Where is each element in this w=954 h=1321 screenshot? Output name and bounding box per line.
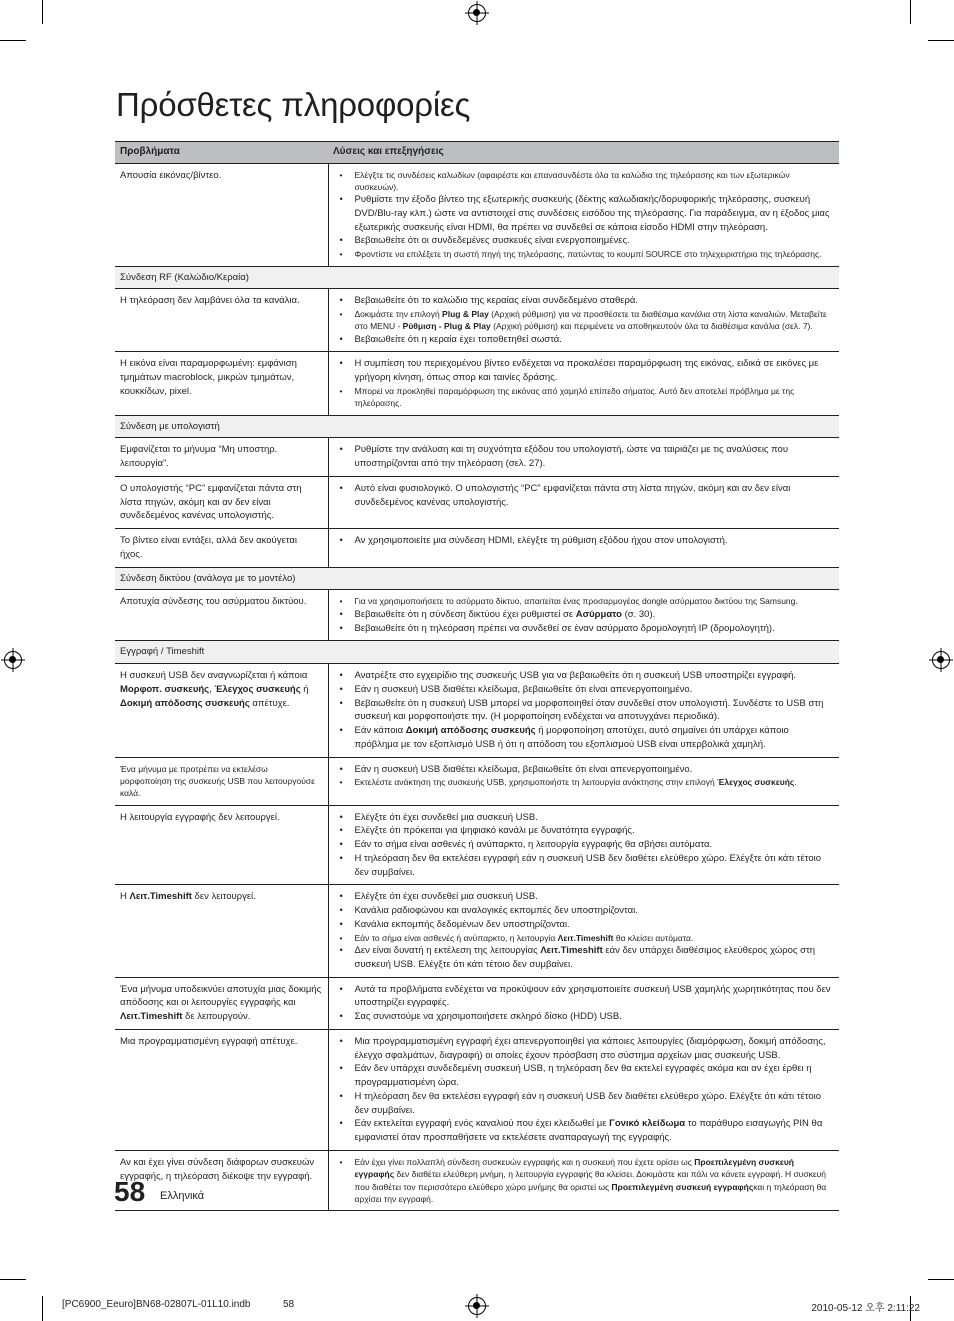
solution-list	[334, 669, 834, 752]
problem-cell: Το βίντεο είναι εντάξει, αλλά δεν ακούγεται ήχος.	[115, 529, 328, 568]
footer-page: 58	[283, 1299, 295, 1310]
solution-item: • Αυτό είναι φυσιολογικό. Ο υπολογιστής “PC” εμφανίζεται πάντα στη λίστα πηγών, ακόμη και αν δεν είναι συνδεδεμένος κανένας υπολογιστής.	[334, 482, 834, 510]
solution-item: • Φροντίστε να επιλέξετε τη σωστή πηγή της τηλεόρασης, πατώντας το κουμπί SOURCE στο τηλεχειριστήριο της τηλεόρασης.	[334, 248, 834, 260]
solution-list	[334, 763, 834, 789]
section-title: Σύνδεση δικτύου (ανάλογα με το μοντέλο)	[115, 567, 839, 590]
solution-item: • Βεβαιωθείτε ότι η κεραία έχει τοποθετηθεί σωστά.	[334, 333, 834, 347]
solution-item: • Για να χρησιμοποιήσετε το ασύρματο δίκτυο, απαιτείται ένας προσαρμογέας dongle ασύρματου δικτύου της Samsung.	[334, 595, 834, 607]
solution-list	[334, 482, 834, 510]
solution-item: • Εάν δεν υπάρχει συνδεδεμένη συσκευή USB, η τηλεόραση δεν θα εκτελεί εγγραφές ακόμα και αν έχει έρθει η προγραμματισμένη ώρα.	[334, 1062, 834, 1090]
solution-cell	[328, 1029, 839, 1150]
solution-item: • Ελέγξτε ότι πρόκειται για ψηφιακό κανάλι με δυνατότητα εγγραφής.	[334, 824, 834, 838]
solution-cell	[328, 805, 839, 885]
solution-item: • Ρυθμίστε την ανάλυση και τη συχνότητα εξόδου του υπολογιστή, ώστε να ταιριάζει με τις αναλύσεις που υποστηρίζονται από την τηλεόραση (σελ. 27).	[334, 443, 834, 471]
solution-list	[334, 534, 834, 548]
problem-cell: Αν και έχει γίνει σύνδεση διάφορων συσκευών εγγραφής, η τηλεόραση διέκοψε την εγγραφή.	[115, 1151, 328, 1211]
solution-list	[334, 443, 834, 471]
solution-cell	[328, 529, 839, 568]
solution-item: • Η συμπίεση του περιεχομένου βίντεο ενδέχεται να προκαλέσει παραμόρφωση της εικόνας, ειδικά σε εικόνες με γρήγορη κίνηση, όπως σπορ και ταινίες δράσης.	[334, 357, 834, 385]
solution-cell	[328, 476, 839, 528]
footer-datetime: 2010-05-12 오후 2:11:22	[811, 1303, 920, 1314]
solution-cell	[328, 1151, 839, 1211]
crop-mark	[910, 0, 911, 24]
registration-mark-icon	[468, 1297, 486, 1315]
solution-item: • Εάν έχει γίνει πολλαπλή σύνδεση συσκευών εγγραφής και η συσκευή που έχετε ορίσει ως Προεπιλεγμένη συσκευή εγγραφής δεν διαθέτει ελεύθερη μνήμη, η λειτουργία εγγραφής θα κλείσει. Δοκιμάστε και πάλι να κάνετε εγγραφή. Η συσκευή που διαθέτει τον περισσότερο ελεύθερο χώρο μνήμης θα οριστεί ως Προεπιλεγμένη συσκευή εγγραφήςκαι η τηλεόραση θα αρχίσει την εγγραφή.	[334, 1156, 834, 1205]
problem-cell: Αποτυχία σύνδεσης του ασύρματου δικτύου.	[115, 590, 328, 641]
table-row	[115, 590, 839, 641]
problem-cell: Μια προγραμματισμένη εγγραφή απέτυχε.	[115, 1029, 328, 1150]
solution-item: • Μια προγραμματισμένη εγγραφή έχει απενεργοποιηθεί για κάποιες λειτουργίες (διαμόρφωση, δοκιμή απόδοσης, έλεγχο σφαλμάτων, διαγραφή) οι οποίες έχουν πρόσβαση στο σύστημα αρχείων μιας συσκευής USB.	[334, 1035, 834, 1063]
table-row	[115, 1151, 839, 1211]
table-row	[115, 289, 839, 352]
solution-list	[334, 983, 834, 1024]
solution-cell	[328, 977, 839, 1029]
table-row	[115, 1029, 839, 1150]
solution-item: • Η τηλεόραση δεν θα εκτελέσει εγγραφή εάν η συσκευή USB δεν διαθέτει ελεύθερο χώρο. Ελέγξτε ότι κάτι τέτοιο δεν συμβαίνει.	[334, 1090, 834, 1118]
solution-list	[334, 595, 834, 635]
table-row	[115, 438, 839, 477]
solution-item: • Ελέγξτε τις συνδέσεις καλωδίων (αφαιρέστε και επανασυνδέστε όλα τα καλώδια της τηλεόρασης και των εξωτερικών συσκευών).	[334, 169, 834, 194]
solution-item: • Εάν εκτελείται εγγραφή ενός καναλιού που έχει κλειδωθεί με Γονικό κλείδωμα το παράθυρο εισαγωγής PIN θα εμφανιστεί όταν προσπαθήσετε να εκτελέσετε αναπαραγωγή της εγγραφής.	[334, 1117, 834, 1145]
solution-item: • Ανατρέξτε στο εγχειρίδιο της συσκευής USB για να βεβαιωθείτε ότι η συσκευή USB υποστηρίζει εγγραφή.	[334, 669, 834, 683]
solution-item: • Κανάλια εκπομπής δεδομένων δεν υποστηρίζονται.	[334, 918, 834, 932]
page-number: 58	[114, 1176, 146, 1207]
solution-item: • Η τηλεόραση δεν θα εκτελέσει εγγραφή εάν η συσκευή USB δεν διαθέτει ελεύθερο χώρο. Ελέγξτε ότι κάτι τέτοιο δεν συμβαίνει.	[334, 852, 834, 880]
section-title: Εγγραφή / Timeshift	[115, 641, 839, 664]
solution-item: • Βεβαιωθείτε ότι το καλώδιο της κεραίας είναι συνδεδεμένο σταθερά.	[334, 294, 834, 308]
crop-mark	[42, 0, 43, 24]
section-row	[115, 567, 839, 590]
crop-mark	[928, 40, 954, 41]
solution-cell	[328, 289, 839, 352]
solution-item: • Μπορεί να προκληθεί παραμόρφωση της εικόνας από χαμηλό επίπεδο σήματος. Αυτό δεν αποτελεί πρόβλημα με της τηλεόρασης.	[334, 385, 834, 410]
table-row	[115, 163, 839, 266]
table-row	[115, 352, 839, 415]
solution-list	[334, 294, 834, 346]
solution-item: • Βεβαιωθείτε ότι η συσκευή USB μπορεί να μορφοποιηθεί όταν συνδεθεί στον υπολογιστή. Συνδέστε το USB στη συσκευή και μορφοποιήστε την. (Η μορφοποίηση ενδέχεται να αποτυγχάνει περιοδικά).	[334, 697, 834, 725]
problem-cell: Ένα μήνυμα με προτρέπει να εκτελέσω μορφοποίηση της συσκευής USB που λειτουργούσε καλά.	[115, 757, 328, 805]
problem-cell: Ο υπολογιστής “PC” εμφανίζεται πάντα στη λίστα πηγών, ακόμη και αν δεν είναι συνδεδεμένος κανένας υπολογιστής.	[115, 476, 328, 528]
problem-cell: Ένα μήνυμα υποδεικνύει αποτυχία μιας δοκιμής απόδοσης και οι λειτουργίες εγγραφής και Λειτ.Timeshift δε λειτουργούν.	[115, 977, 328, 1029]
solution-item: • Εάν η συσκευή USB διαθέτει κλείδωμα, βεβαιωθείτε ότι είναι απενεργοποιημένο.	[334, 763, 834, 777]
table-row	[115, 757, 839, 805]
table-row	[115, 664, 839, 758]
registration-mark-icon	[468, 4, 486, 22]
solution-item: • Αν χρησιμοποιείτε μια σύνδεση HDMI, ελέγξτε τη ρύθμιση εξόδου ήχου στον υπολογιστή.	[334, 534, 834, 548]
solution-item: • Κανάλια ραδιοφώνου και αναλογικές εκπομπές δεν υποστηρίζονται.	[334, 904, 834, 918]
crop-mark	[0, 40, 26, 41]
solution-item: • Εάν κάποια Δοκιμή απόδοσης συσκευής ή μορφοποίηση αποτύχει, αυτό σημαίνει ότι υπάρχει κάποιο πρόβλημα με τον εξοπλισμό USB ή ότι η απόδοση του εξοπλισμού USB είναι υπερβολικά χαμηλή.	[334, 724, 834, 752]
crop-mark	[928, 1279, 954, 1280]
section-title: Σύνδεση με υπολογιστή	[115, 415, 839, 438]
section-title: Σύνδεση RF (Καλώδιο/Κεραία)	[115, 266, 839, 289]
table-row	[115, 977, 839, 1029]
solution-item: • Εάν το σήμα είναι ασθενές ή ανύπαρκτο, η λειτουργία εγγραφής θα σβήσει αυτόματα.	[334, 838, 834, 852]
problem-cell: Η συσκευή USB δεν αναγνωρίζεται ή κάποια Μορφοπ. συσκευής, Έλεγχος συσκευής ή Δοκιμή απόδοσης συσκευής απέτυχε.	[115, 664, 328, 758]
table-row	[115, 476, 839, 528]
solution-item: • Ελέγξτε ότι έχει συνδεθεί μια συσκευή USB.	[334, 890, 834, 904]
solution-item: • Ρυθμίστε την έξοδο βίντεο της εξωτερικής συσκευής (δέκτης καλωδιακής/δορυφορικής τηλεόρασης, συσκευή DVD/Blu-ray κλπ.) ώστε να αντιστοιχεί στις συνδέσεις εισόδου της τηλεόρασης. Για παράδειγμα, αν η έξοδος μιας εξωτερικής συσκευής είναι HDMI, θα πρέπει να συνδεθεί σε κάποια είσοδο HDMI στην τηλεόραση.	[334, 193, 834, 234]
problem-cell: Εμφανίζεται το μήνυμα “Μη υποστηρ. λειτουργία”.	[115, 438, 328, 477]
crop-mark	[42, 1296, 43, 1321]
solution-item: • Βεβαιωθείτε ότι οι συνδεδεμένες συσκευές είναι ενεργοποιημένες.	[334, 234, 834, 248]
solution-cell	[328, 163, 839, 266]
solution-cell	[328, 352, 839, 415]
problem-cell: Απουσία εικόνας/βίντεο.	[115, 163, 328, 266]
troubleshooting-table	[115, 141, 839, 1211]
solution-cell	[328, 438, 839, 477]
table-row	[115, 529, 839, 568]
problem-cell: Η τηλεόραση δεν λαμβάνει όλα τα κανάλια.	[115, 289, 328, 352]
problem-cell: Η λειτουργία εγγραφής δεν λειτουργεί.	[115, 805, 328, 885]
solution-item: • Εκτελέστε ανάκτηση της συσκευής USB, χρησιμοποιήστε τη λειτουργία ανάκτησης στην επιλογή Έλεγχος συσκευής.	[334, 776, 834, 788]
solution-item: • Βεβαιωθείτε ότι η τηλεόραση πρέπει να συνδεθεί σε έναν ασύρματο δρομολογητή IP (δρομολογητή).	[334, 622, 834, 636]
solution-list	[334, 357, 834, 409]
table-row	[115, 805, 839, 885]
solution-item: • Αυτά τα προβλήματα ενδέχεται να προκύψουν εάν χρησιμοποιείτε συσκευή USB χαμηλής χωρητικότητας που δεν υποστηρίζει εγγραφές.	[334, 983, 834, 1011]
footer-file-name: [PC6900_Eeuro]BN68-02807L-01L10.indb	[62, 1299, 251, 1310]
solution-item: • Σας συνιστούμε να χρησιμοποιήσετε σκληρό δίσκο (HDD) USB.	[334, 1010, 834, 1024]
solution-list	[334, 1035, 834, 1145]
table-row	[115, 885, 839, 977]
solution-cell	[328, 757, 839, 805]
registration-mark-icon	[4, 651, 22, 669]
solution-item: • Εάν το σήμα είναι ασθενές ή ανύπαρκτο, η λειτουργία Λειτ.Timeshift θα κλείσει αυτόματα.	[334, 932, 834, 944]
solution-cell	[328, 664, 839, 758]
solution-item: • Ελέγξτε ότι έχει συνδεθεί μια συσκευή USB.	[334, 811, 834, 825]
crop-mark	[0, 1279, 26, 1280]
header-solutions: Λύσεις και επεξηγήσεις	[328, 142, 839, 164]
page-language: Ελληνικά	[160, 1190, 205, 1202]
table-header-row	[115, 142, 839, 164]
header-problems: Προβλήματα	[115, 142, 328, 164]
solution-list	[334, 811, 834, 880]
solution-list	[334, 1156, 834, 1205]
section-row	[115, 266, 839, 289]
solution-list	[334, 890, 834, 971]
section-row	[115, 415, 839, 438]
problem-cell: Η Λειτ.Timeshift δεν λειτουργεί.	[115, 885, 328, 977]
solution-item: • Εάν η συσκευή USB διαθέτει κλείδωμα, βεβαιωθείτε ότι είναι απενεργοποιημένο.	[334, 683, 834, 697]
solution-item: • Βεβαιωθείτε ότι η σύνδεση δικτύου έχει ρυθμιστεί σε Ασύρματο (σ. 30).	[334, 608, 834, 622]
problem-cell: Η εικόνα είναι παραμορφωμένη: εμφάνιση τμημάτων macroblock, μικρών τμημάτων, κουκκίδων, pixel.	[115, 352, 328, 415]
solution-item: • Δεν είναι δυνατή η εκτέλεση της λειτουργίας Λειτ.Timeshift εάν δεν υπάρχει διαθέσιμος ελεύθερος χώρος στη συσκευή USB. Ελέγξτε ότι κάτι τέτοιο δεν συμβαίνει.	[334, 944, 834, 972]
page-title: Πρόσθετες πληροφορίες	[116, 86, 471, 123]
solution-item: • Δοκιμάστε την επιλογή Plug & Play (Αρχική ρύθμιση) για να προσθέσετε τα διαθέσιμα κανάλια στη λίστα καναλιών. Μεταβείτε στο MENU - Ρύθμιση - Plug & Play (Αρχική ρύθμιση) και περιμένετε να αποθηκευτούν όλα τα διαθέσιμα κανάλια (σελ. 7).	[334, 308, 834, 333]
solution-list	[334, 169, 834, 261]
solution-cell	[328, 590, 839, 641]
solution-cell	[328, 885, 839, 977]
registration-mark-icon	[932, 651, 950, 669]
section-row	[115, 641, 839, 664]
